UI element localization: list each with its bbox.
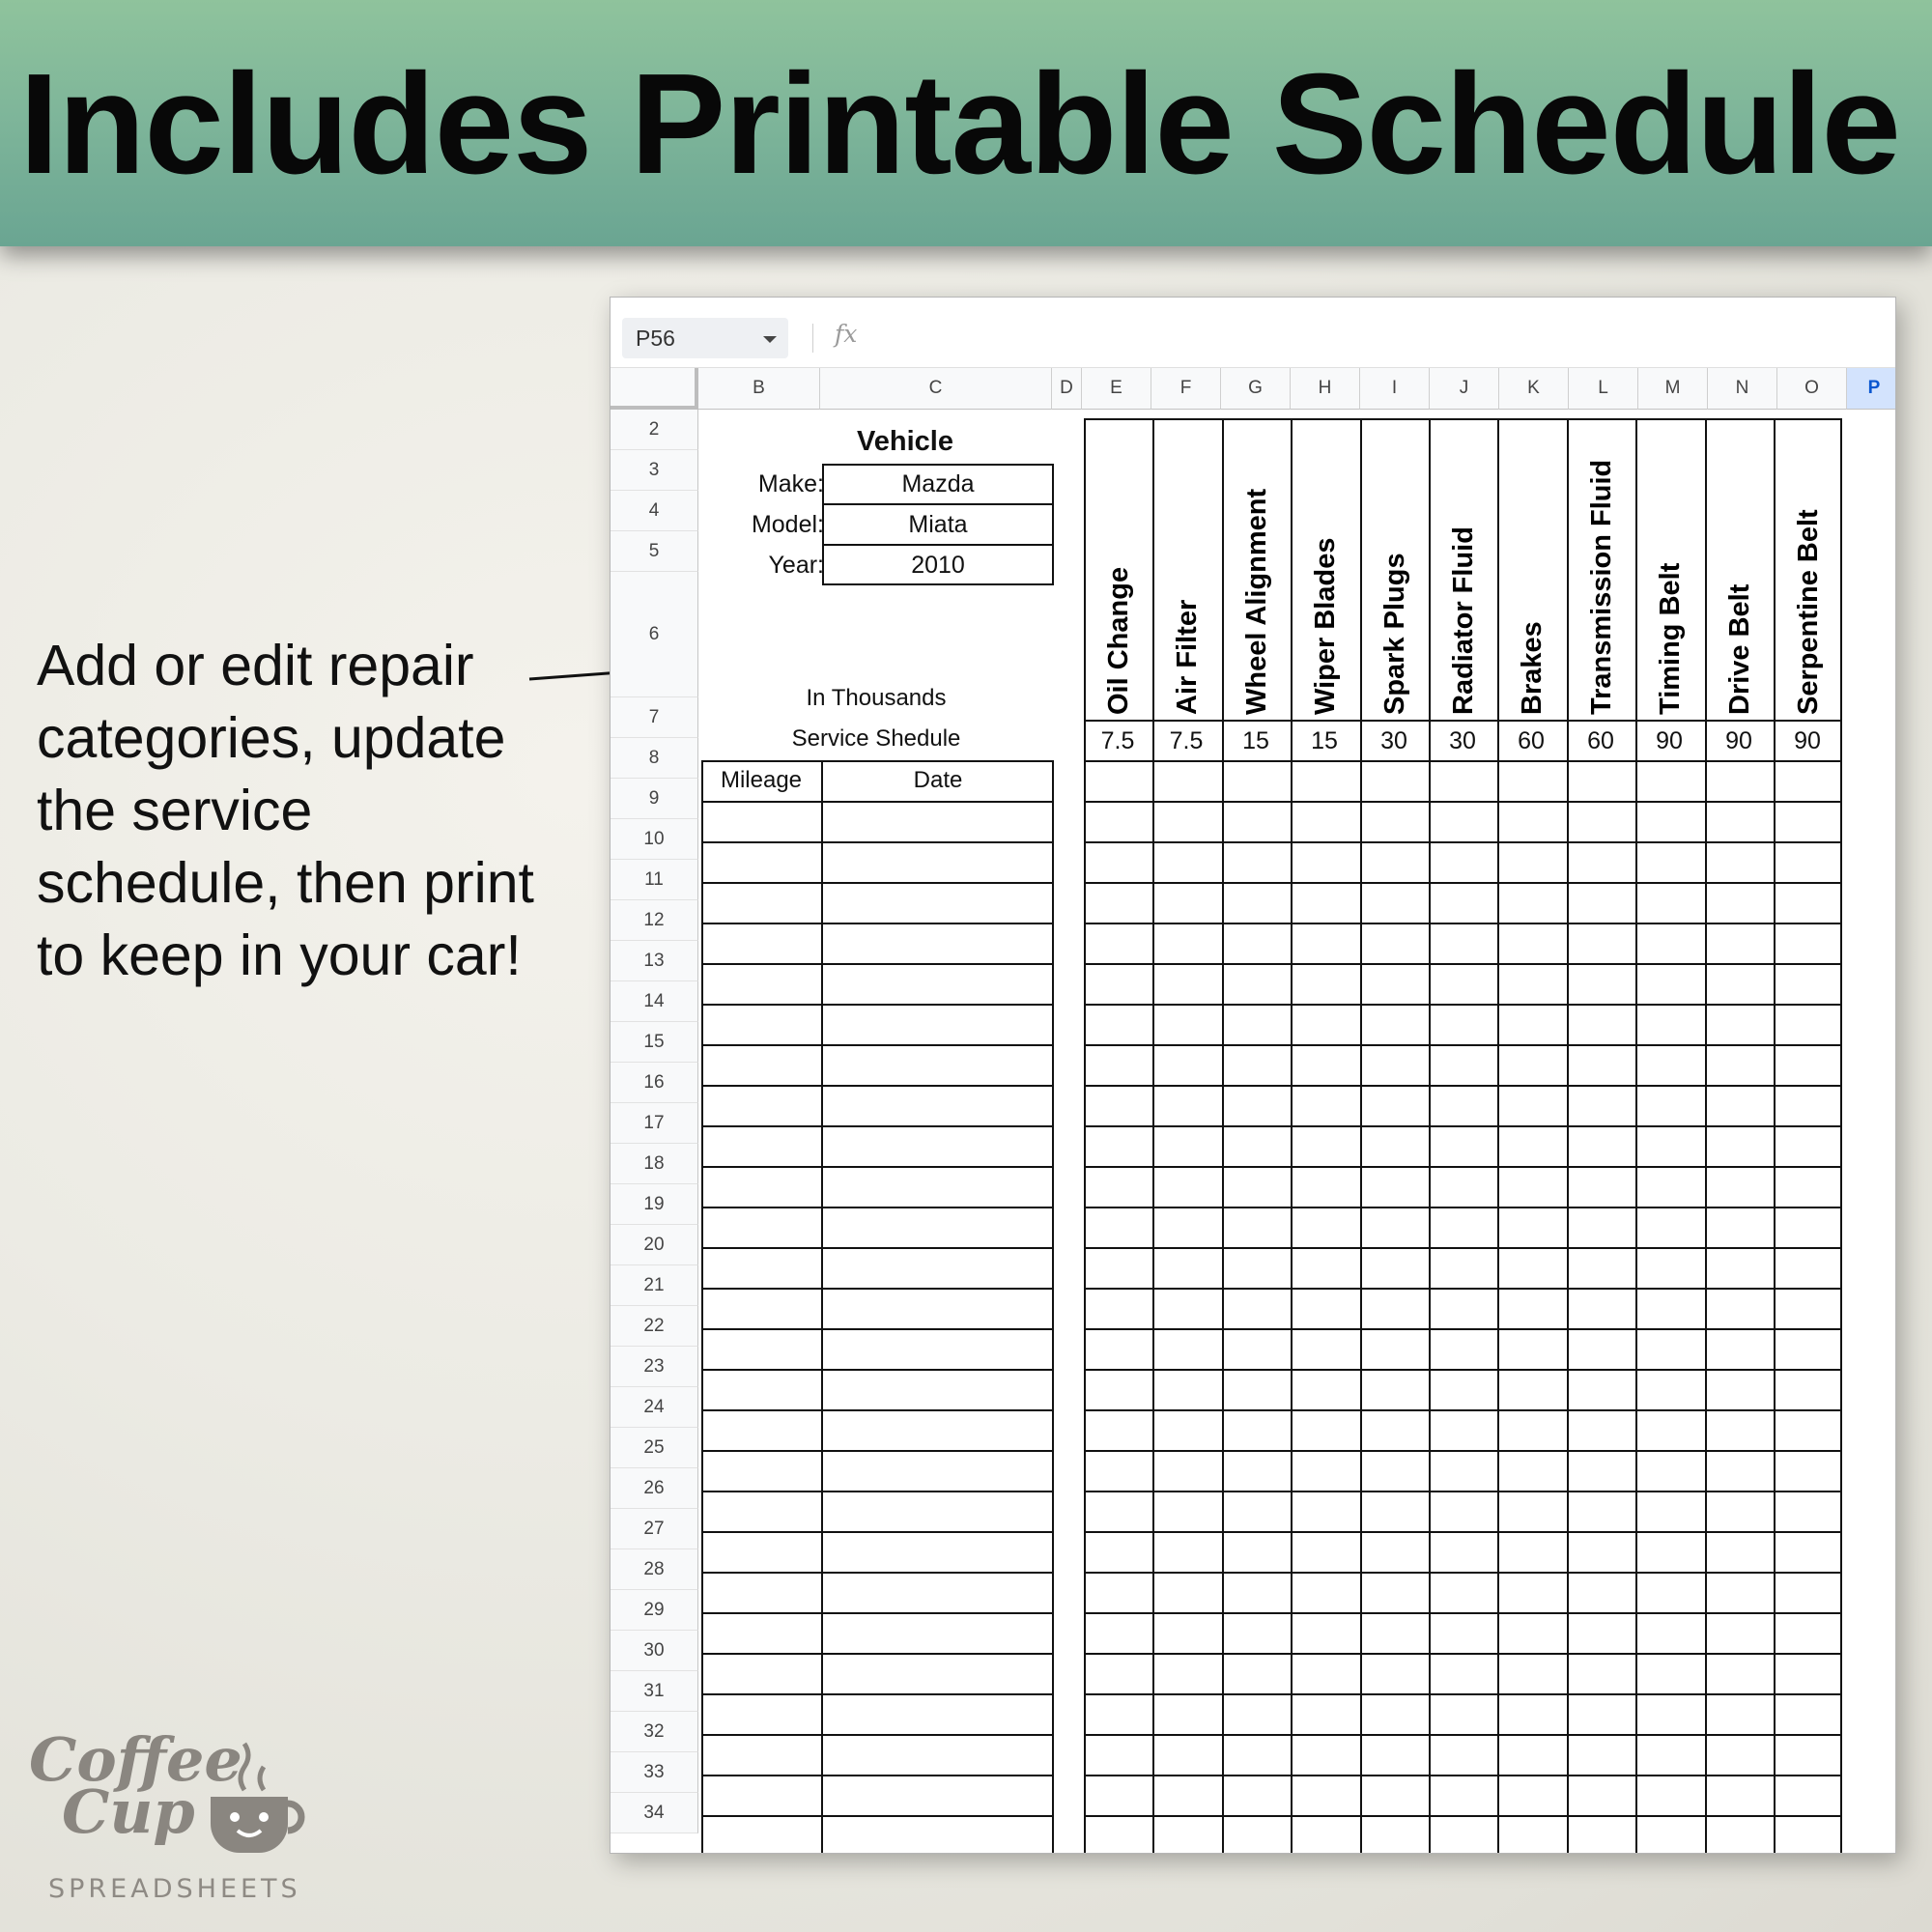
row-header-30[interactable]: 30 [611,1631,698,1671]
row-header-12[interactable]: 12 [611,900,698,941]
row-header-20[interactable]: 20 [611,1225,698,1265]
row-header-5[interactable]: 5 [611,531,698,572]
service-interval[interactable]: 30 [1449,727,1476,754]
column-header-d[interactable]: D [1052,368,1082,410]
row-header-19[interactable]: 19 [611,1184,698,1225]
svg-text:Coffee: Coffee [29,1724,242,1795]
category-label[interactable]: Brakes [1517,621,1548,715]
column-header-p[interactable]: P [1847,368,1896,410]
formula-bar [611,298,1895,368]
row-header-34[interactable]: 34 [611,1793,698,1833]
row-header-25[interactable]: 25 [611,1428,698,1468]
coffee-cup-logo [27,1724,317,1903]
category-label[interactable]: Transmission Fluid [1586,459,1617,715]
banner-title: Includes Printable Schedule [19,44,1900,204]
row-header-6[interactable]: 6 [611,572,698,697]
year-value[interactable]: 2010 [911,552,965,579]
column-header-e[interactable]: E [1082,368,1151,410]
category-label[interactable]: Wiper Blades [1310,537,1341,715]
year-label: Year: [768,552,824,579]
row-header-8[interactable]: 8 [611,738,698,779]
column-header-i[interactable]: I [1360,368,1430,410]
service-interval[interactable]: 60 [1518,727,1545,754]
column-header-l[interactable]: L [1569,368,1638,410]
name-box[interactable] [622,318,788,358]
model-value[interactable]: Miata [908,511,968,538]
make-value[interactable]: Mazda [901,470,975,497]
service-interval[interactable]: 15 [1311,727,1338,754]
mileage-header: Mileage [720,767,803,793]
spreadsheet-window [610,297,1896,1854]
row-header-7[interactable]: 7 [611,697,698,738]
row-header-24[interactable]: 24 [611,1387,698,1428]
service-interval[interactable]: 60 [1587,727,1614,754]
row-header-18[interactable]: 18 [611,1144,698,1184]
category-label[interactable]: Serpentine Belt [1793,509,1824,715]
category-label[interactable]: Drive Belt [1724,583,1755,715]
logo-brand-text: SPREADSHEETS [48,1874,301,1904]
column-header-c[interactable]: C [820,368,1052,410]
row-header-27[interactable]: 27 [611,1509,698,1549]
model-label: Model: [751,511,824,538]
row-header-22[interactable]: 22 [611,1306,698,1347]
coffee-cup-logo-icon [27,1724,317,1869]
chevron-down-icon[interactable] [763,336,777,343]
date-header: Date [913,767,963,793]
fx-icon: fx [835,320,858,348]
row-header-32[interactable]: 32 [611,1712,698,1752]
category-label[interactable]: Air Filter [1172,599,1203,715]
category-label[interactable]: Radiator Fluid [1448,526,1479,715]
row-header-14[interactable]: 14 [611,981,698,1022]
row-header-4[interactable]: 4 [611,491,698,531]
column-header-o[interactable]: O [1777,368,1847,410]
row-header-17[interactable]: 17 [611,1103,698,1144]
service-interval[interactable]: 90 [1794,727,1821,754]
select-all-corner[interactable] [611,368,698,410]
service-interval[interactable]: 7.5 [1100,727,1135,754]
service-interval[interactable]: 7.5 [1169,727,1204,754]
svg-text:Cup: Cup [62,1776,195,1847]
column-header-g[interactable]: G [1221,368,1291,410]
row-header-21[interactable]: 21 [611,1265,698,1306]
row-header-26[interactable]: 26 [611,1468,698,1509]
vehicle-title: Vehicle [857,426,953,457]
in-thousands-label: In Thousands [806,685,947,711]
column-header-k[interactable]: K [1499,368,1569,410]
service-interval[interactable]: 15 [1242,727,1269,754]
column-header-h[interactable]: H [1291,368,1360,410]
category-label[interactable]: Wheel Alignment [1241,488,1272,715]
category-label[interactable]: Spark Plugs [1379,553,1410,715]
row-header-23[interactable]: 23 [611,1347,698,1387]
row-header-29[interactable]: 29 [611,1590,698,1631]
row-header-28[interactable]: 28 [611,1549,698,1590]
service-interval[interactable]: 30 [1380,727,1407,754]
service-schedule-label: Service Shedule [791,725,961,752]
column-header-n[interactable]: N [1708,368,1777,410]
category-label[interactable]: Oil Change [1103,566,1134,715]
column-header-b[interactable]: B [698,368,820,410]
column-header-m[interactable]: M [1638,368,1708,410]
service-interval[interactable]: 90 [1725,727,1752,754]
column-header-f[interactable]: F [1151,368,1221,410]
row-header-11[interactable]: 11 [611,860,698,900]
category-label[interactable]: Timing Belt [1655,562,1686,715]
row-header-10[interactable]: 10 [611,819,698,860]
row-header-2[interactable]: 2 [611,410,698,450]
formula-bar-divider [812,324,813,353]
column-header-j[interactable]: J [1430,368,1499,410]
row-header-31[interactable]: 31 [611,1671,698,1712]
row-header-9[interactable]: 9 [611,779,698,819]
service-interval[interactable]: 90 [1656,727,1683,754]
row-header-33[interactable]: 33 [611,1752,698,1793]
row-header-16[interactable]: 16 [611,1063,698,1103]
name-box-value: P56 [636,326,675,351]
row-header-3[interactable]: 3 [611,450,698,491]
row-header-15[interactable]: 15 [611,1022,698,1063]
make-label: Make: [757,470,824,497]
instruction-caption: Add or edit repair categories, update the service schedule, then print to keep in your car! [37,634,534,987]
row-header-13[interactable]: 13 [611,941,698,981]
